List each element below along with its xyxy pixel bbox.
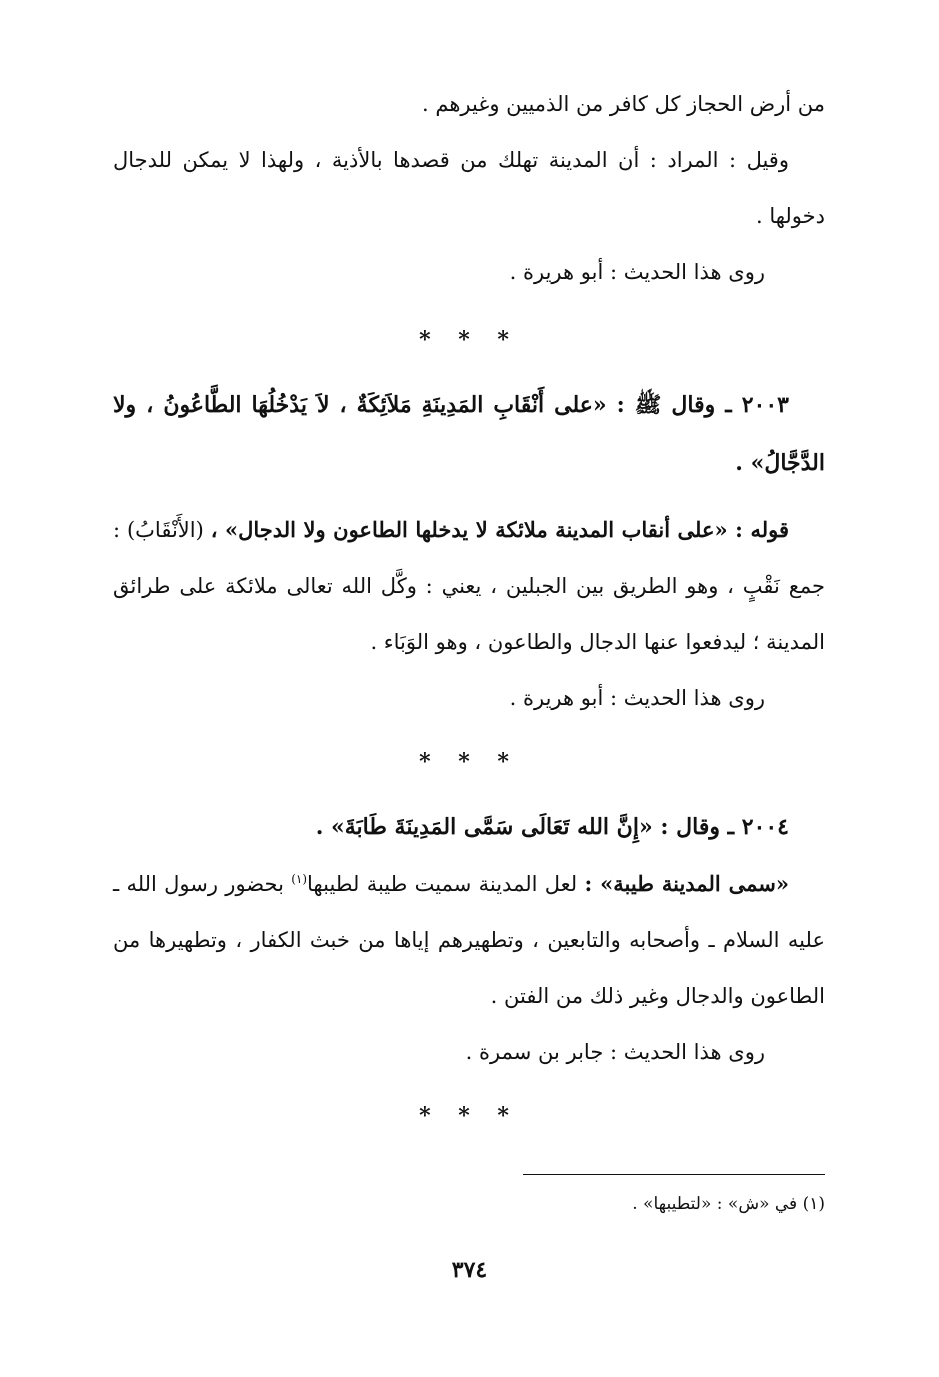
hadith-2004: ٢٠٠٤ ـ وقال : «إِنَّ الله تَعَالَى سَمَّى المَدِينَةَ طَابَةَ» .	[315, 814, 789, 840]
commentary-quote: «سمى المدينة طيبة» :	[584, 871, 789, 896]
section-separator: * * *	[419, 327, 519, 353]
footnote: (١) في «ش» : «لتطيبها» .	[632, 1194, 825, 1214]
paragraph-continuation: من أرض الحجاز كل كافر من الذميين وغيرهم .	[422, 92, 825, 116]
paragraph-commentary	[113, 856, 825, 1024]
paragraph-explanation: وقيل : المراد : أن المدينة تهلك من قصدها بالأذية ، ولهذا لا يمكن للدجال دخولها .	[113, 148, 825, 228]
footnote-marker: (١)	[291, 872, 308, 886]
commentary-text: (الأَنْقَابُ) : جمع نَقْبٍ ، وهو الطريق بين الجبلين ، يعني : وكَّل الله تعالى ملائكة على طرائق المدينة ؛ ليدفعوا عنها الدجال والطاعون ، وهو الوَبَاء .	[113, 518, 825, 654]
section-separator: * * *	[419, 1103, 519, 1129]
section-separator: * * *	[419, 749, 519, 775]
paragraph-commentary	[113, 502, 825, 670]
commentary-text: لعل المدينة سميت طيبة لطيبها	[307, 872, 585, 896]
narrator-line: روى هذا الحديث : جابر بن سمرة .	[465, 1040, 765, 1064]
commentary-quote: قوله : «على أنقاب المدينة ملائكة لا يدخلها الطاعون ولا الدجال» ،	[210, 517, 789, 542]
narrator-line: روى هذا الحديث : أبو هريرة .	[509, 260, 765, 284]
page-body	[113, 76, 825, 1152]
footnote-divider	[523, 1174, 825, 1175]
hadith-2003: ٢٠٠٣ ـ وقال ﷺ : «على أَنْقَابِ المَدِينَةِ مَلاَئِكَةٌ ، لاَ يَدْخُلُهَا الطَّاعُونُ ، ولا الدَّجَّالُ» .	[113, 392, 825, 476]
commentary-text: بحضور رسول الله ـ عليه السلام ـ وأصحابه والتابعين ، وتطهيرهم إياها من خبث الكفار ، وتطهيرها من الطاعون والدجال وغير ذلك من الفتن .	[113, 872, 825, 1008]
narrator-line: روى هذا الحديث : أبو هريرة .	[509, 686, 765, 710]
page-number: ٣٧٤	[451, 1257, 488, 1283]
